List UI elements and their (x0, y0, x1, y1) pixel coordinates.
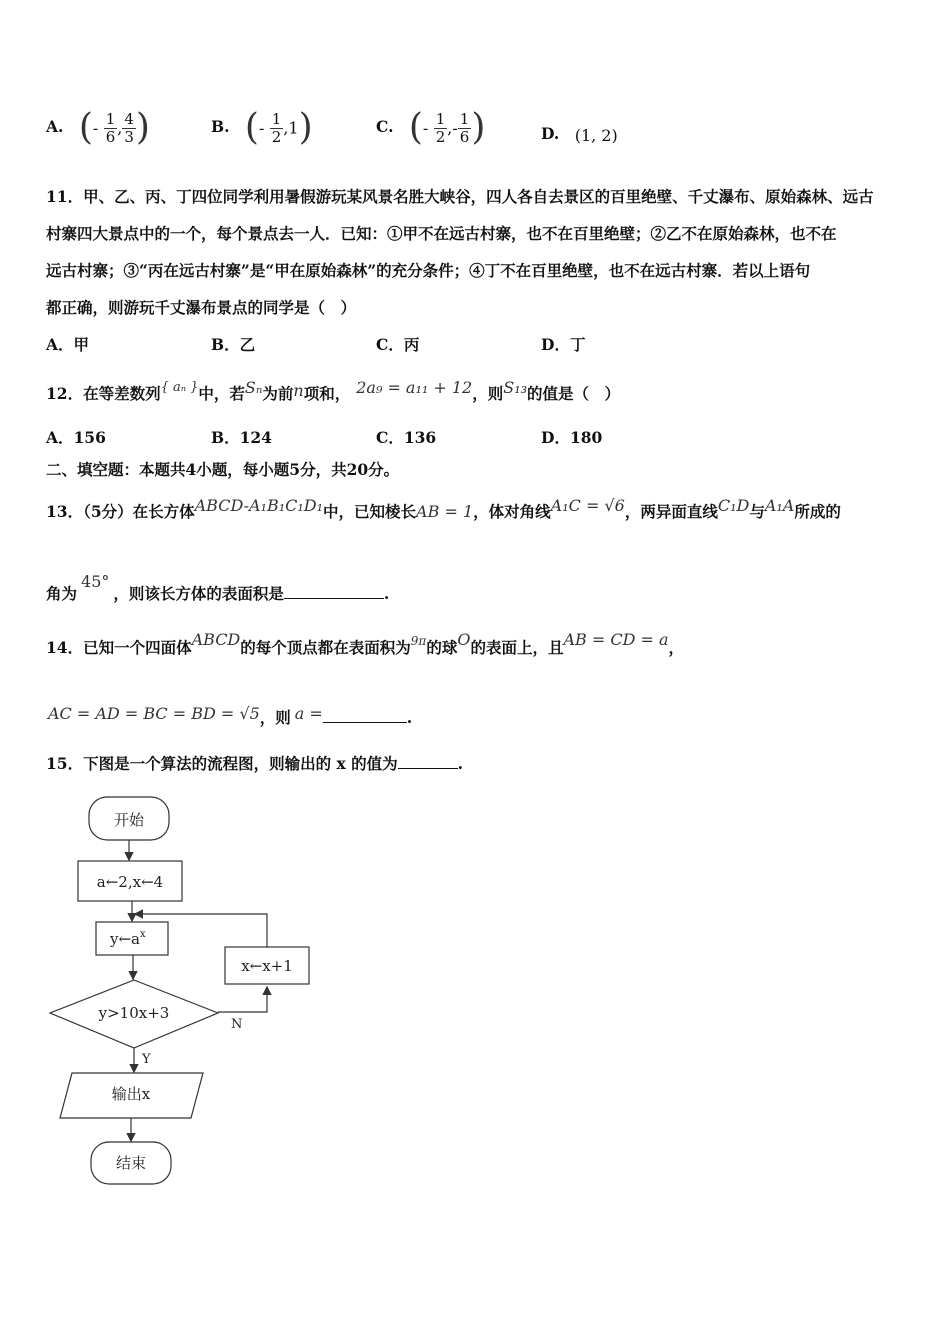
numerator: 1 (105, 109, 116, 128)
end-label: 结束 (115, 1154, 147, 1172)
no-label: N (231, 1017, 243, 1032)
solid-name: ABCD-A₁B₁C₁D₁ (194, 496, 324, 515)
start-label: 开始 (113, 811, 145, 829)
sign: - (422, 118, 429, 138)
q11-line-3: 远古村寨；③“丙在远古村寨”是“甲在原始森林”的充分条件；④丁不在百里绝壁，也不在远古村寨．若以上语句 (46, 261, 811, 280)
text: ，体对角线 (473, 502, 551, 521)
assign-label (109, 929, 146, 948)
unknown: a = (294, 704, 323, 723)
sum-symbol: Sₙ (244, 378, 263, 397)
assign-text: y←a (110, 930, 140, 948)
denominator: 6 (105, 127, 116, 146)
numerator: 1 (271, 109, 282, 128)
equation: 2a₉ = a₁₁ + 12 (356, 378, 473, 397)
q11-option-a: A．甲 (46, 335, 90, 354)
sequence: { aₙ } (160, 380, 199, 395)
s13-symbol: S₁₃ (503, 378, 528, 397)
q11-line-4: 都正确，则游玩千丈瀑布景点的同学是（ ） (46, 298, 357, 317)
bound: 1 (288, 118, 299, 138)
denominator: 2 (271, 127, 282, 146)
text: 与 (749, 502, 765, 521)
text: 中，若 (198, 384, 245, 403)
n-symbol: n (293, 381, 304, 400)
q11-line-2: 村寨四大景点中的一个，每个景点去一人．已知：①甲不在远古村寨，也不在百里绝壁；②乙不在原始森林，也不在 (46, 224, 837, 243)
q12-option-c: C．136 (376, 428, 437, 447)
text: ，则 (472, 384, 504, 403)
separator: , (447, 118, 453, 138)
equation: AC = AD = BC = BD = √5 (48, 704, 260, 723)
option-letter: C. (376, 117, 394, 136)
arrow-no-branch (218, 988, 267, 1012)
text: 的表面上，且 (470, 638, 564, 657)
q11-option-b: B．乙 (211, 335, 256, 354)
text: 所成的 (794, 502, 841, 521)
text: 的每个顶点都在表面积为 (240, 638, 411, 657)
section-heading: 二、填空题：本题共4小题，每小题5分，共20分。 (46, 460, 400, 479)
q10-option-c: C. (- $\frac{1}{2}$ ,- $\frac{1}{6}$ ) (376, 107, 486, 148)
ball-name: O (457, 630, 471, 649)
init-label: a←2,x←4 (96, 873, 164, 891)
arrow-loop-back (136, 914, 267, 947)
sign: - (258, 118, 265, 138)
sign: - (452, 118, 458, 138)
q12-prefix: 12．在等差数列 (46, 384, 161, 403)
equation: AB = CD = a (563, 630, 669, 649)
q10-option-b: B. (- $\frac{1}{2}$ ,1) (211, 107, 313, 148)
text: 的值是（ ） (527, 384, 621, 403)
q15-text: 15．下图是一个算法的流程图，则输出的 x 的值为 (46, 754, 398, 773)
increment-label: x←x+1 (241, 957, 293, 975)
separator: , (117, 118, 123, 138)
q11-option-c: C．丙 (376, 335, 420, 354)
text: 为前 (262, 384, 294, 403)
option-letter: A. (46, 117, 64, 136)
q14-prefix: 14．已知一个四面体 (46, 638, 192, 657)
text: 项和， (303, 384, 351, 403)
yes-label: Y (142, 1052, 151, 1067)
option-letter: D. (541, 124, 560, 143)
numerator: 1 (435, 109, 446, 128)
text: ，则该长方体的表面积是 (113, 584, 284, 603)
text: 中，已知棱长 (323, 502, 417, 521)
q12-option-d: D．180 (541, 428, 603, 447)
denominator: 2 (435, 127, 446, 146)
q12-option-a: A．156 (46, 428, 106, 447)
condition-label: y>10x+3 (98, 1004, 170, 1022)
edge-length: AB = 1 (416, 502, 474, 521)
line-a1a: A₁A (764, 496, 795, 515)
text: 的球 (426, 638, 458, 657)
line-c1d: C₁D (717, 496, 750, 515)
denominator: 6 (459, 127, 470, 146)
angle-value: 45° (81, 572, 110, 591)
q12-option-b: B．124 (211, 428, 272, 447)
q11-line-1: 11．甲、乙、丙、丁四位同学利用暑假游玩某风景名胜大峡谷，四人各自去景区的百里绝壁、千丈瀑布、原始森林、远古 (46, 187, 874, 206)
text: ， (668, 638, 685, 657)
separator: , (283, 118, 289, 138)
numerator: 1 (459, 109, 470, 128)
output-label: 输出x (111, 1085, 151, 1103)
sign: - (92, 118, 99, 138)
text: ，两异面直线 (624, 502, 718, 521)
text: . (383, 584, 390, 603)
denominator: 3 (124, 127, 134, 146)
diagonal: A₁C = √6 (550, 496, 625, 515)
text: . (457, 754, 464, 773)
text: 角为 (46, 584, 78, 603)
q13-prefix: 13．（5分）在长方体 (46, 502, 195, 521)
area-value: 9π (410, 634, 427, 648)
assign-exponent: x (140, 929, 146, 940)
text: ，则 (259, 708, 291, 727)
option-letter: B. (211, 117, 230, 136)
interval: (1, 2) (574, 125, 618, 145)
q11-option-d: D．丁 (541, 335, 586, 354)
solid-name: ABCD (191, 630, 241, 649)
q10-option-a: A. (- $\frac{1}{6}$ , $\frac{4}{3}$ ) (46, 107, 150, 148)
numerator: 4 (124, 109, 134, 128)
text: . (406, 708, 413, 727)
